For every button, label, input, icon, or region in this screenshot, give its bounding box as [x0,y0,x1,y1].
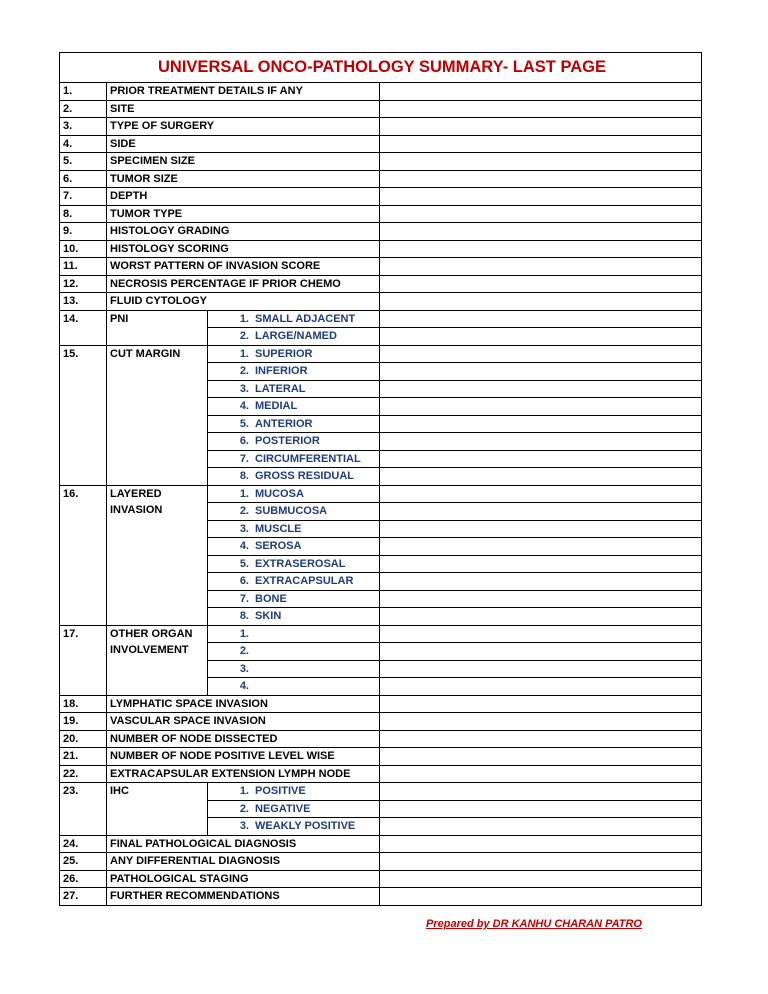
item-label: IHC [107,783,208,836]
sub-option-number: 3. [239,382,249,395]
sub-option-label: LATERAL [255,382,306,395]
answer-field[interactable] [380,503,702,521]
answer-field[interactable] [380,275,702,293]
sub-option-label: POSITIVE [255,785,306,797]
item-label: LAYERED INVASION [107,485,208,625]
item-number: 10. [60,240,107,258]
answer-field[interactable] [380,485,702,503]
answer-field[interactable] [380,258,702,276]
sub-option-label: BONE [255,592,287,605]
answer-field[interactable] [380,713,702,731]
sub-option-label: MUCOSA [255,487,304,500]
sub-option-number: 2. [239,365,249,377]
sub-option-label: EXTRASEROSAL [255,557,346,570]
sub-option [208,503,380,521]
sub-option-number: 1. [239,347,249,360]
sub-option-label: POSTERIOR [255,435,320,447]
answer-field[interactable] [380,888,702,906]
sub-option [208,800,380,818]
item-label: DEPTH [107,188,380,206]
answer-field[interactable] [380,468,702,486]
answer-field[interactable] [380,363,702,381]
sub-option-number: 5. [239,417,249,430]
sub-option-number: 8. [239,470,249,482]
sub-option [208,573,380,591]
table-row [60,835,702,853]
answer-field[interactable] [380,835,702,853]
sub-option [208,643,380,661]
answer-field[interactable] [380,205,702,223]
answer-field[interactable] [380,398,702,416]
sub-option [208,783,380,801]
answer-field[interactable] [380,450,702,468]
answer-field[interactable] [380,538,702,556]
item-label: OTHER ORGAN INVOLVEMENT [107,625,208,695]
table-row [60,310,702,328]
sub-option [208,555,380,573]
answer-field[interactable] [380,310,702,328]
item-label: NUMBER OF NODE DISSECTED [107,730,380,748]
item-label: PATHOLOGICAL STAGING [107,870,380,888]
sub-option-number: 1. [239,627,249,640]
table-row [60,135,702,153]
table-row [60,765,702,783]
answer-field[interactable] [380,608,702,626]
item-label: PRIOR TREATMENT DETAILS IF ANY [107,83,380,101]
item-number: 25. [60,853,107,871]
sub-option-label: GROSS RESIDUAL [255,470,355,482]
item-number: 7. [60,188,107,206]
sub-option-label: SUPERIOR [255,347,313,360]
item-label: VASCULAR SPACE INVASION [107,713,380,731]
item-label: TUMOR SIZE [107,170,380,188]
table-row [60,293,702,311]
sub-option [208,415,380,433]
item-label: HISTOLOGY GRADING [107,223,380,241]
item-number: 17. [60,625,107,695]
sub-option-number: 4. [239,540,249,552]
item-label: ANY DIFFERENTIAL DIAGNOSIS [107,853,380,871]
sub-option-label: SUBMUCOSA [255,505,328,517]
answer-field[interactable] [380,240,702,258]
page-title: UNIVERSAL ONCO-PATHOLOGY SUMMARY- LAST PAGE [60,53,702,83]
item-number: 8. [60,205,107,223]
sub-option-number: 1. [239,312,249,325]
sub-option-label: ANTERIOR [255,417,313,430]
table-row [60,83,702,101]
sub-option-label: SEROSA [255,540,302,552]
sub-option-number: 2. [239,505,249,517]
answer-field[interactable] [380,223,702,241]
answer-field[interactable] [380,328,702,346]
sub-option [208,433,380,451]
sub-option-label: NEGATIVE [255,802,311,815]
sub-option-number: 6. [239,575,249,587]
sub-option-number: 3. [239,820,249,832]
answer-field[interactable] [380,520,702,538]
sub-option-label: CIRCUMFERENTIAL [255,452,361,465]
table-row [60,730,702,748]
answer-field[interactable] [380,765,702,783]
answer-field[interactable] [380,345,702,363]
answer-field[interactable] [380,83,702,101]
sub-option [208,450,380,468]
answer-field[interactable] [380,870,702,888]
item-number: 24. [60,835,107,853]
sub-option [208,328,380,346]
sub-option [208,345,380,363]
answer-field[interactable] [380,748,702,766]
answer-field[interactable] [380,153,702,171]
answer-field[interactable] [380,135,702,153]
sub-option-label: LARGE/NAMED [255,330,337,342]
sub-option [208,678,380,696]
answer-field[interactable] [380,293,702,311]
answer-field[interactable] [380,380,702,398]
answer-field[interactable] [380,433,702,451]
sub-option-number: 6. [239,435,249,447]
item-label: FINAL PATHOLOGICAL DIAGNOSIS [107,835,380,853]
item-label: SPECIMEN SIZE [107,153,380,171]
table-row [60,118,702,136]
item-label: FLUID CYTOLOGY [107,293,380,311]
answer-field[interactable] [380,415,702,433]
item-number: 20. [60,730,107,748]
item-label: LYMPHATIC SPACE INVASION [107,695,380,713]
item-number: 13. [60,293,107,311]
answer-field[interactable] [380,800,702,818]
title-row [60,53,702,83]
sub-option-number: 3. [239,662,249,675]
table-row [60,170,702,188]
item-number: 3. [60,118,107,136]
answer-field[interactable] [380,643,702,661]
table-row [60,485,702,503]
answer-field[interactable] [380,625,702,643]
answer-field[interactable] [380,590,702,608]
sub-option-number: 4. [239,400,249,412]
answer-field[interactable] [380,853,702,871]
item-label: EXTRACAPSULAR EXTENSION LYMPH NODE [107,765,380,783]
table-row [60,748,702,766]
item-number: 14. [60,310,107,345]
item-number: 15. [60,345,107,485]
sub-option-number: 3. [239,522,249,535]
answer-field[interactable] [380,660,702,678]
answer-field[interactable] [380,678,702,696]
sub-option-number: 4. [239,680,249,692]
answer-field[interactable] [380,118,702,136]
item-number: 23. [60,783,107,836]
table-row [60,223,702,241]
pathology-summary-table [59,52,702,906]
sub-option-label: MEDIAL [255,400,298,412]
table-row [60,695,702,713]
sub-option-number: 2. [239,645,249,657]
table-row [60,258,702,276]
answer-field[interactable] [380,573,702,591]
sub-option-label: INFERIOR [255,365,308,377]
sub-option-number: 1. [239,785,249,797]
item-number: 27. [60,888,107,906]
table-row [60,625,702,643]
table-row [60,240,702,258]
sub-option [208,625,380,643]
item-label: CUT MARGIN [107,345,208,485]
sub-option [208,310,380,328]
item-label: SIDE [107,135,380,153]
table-row [60,205,702,223]
table-row [60,713,702,731]
sub-option-number: 7. [239,452,249,465]
table-row [60,275,702,293]
item-number: 12. [60,275,107,293]
sub-option-number: 7. [239,592,249,605]
sub-option [208,485,380,503]
answer-field[interactable] [380,188,702,206]
sub-option [208,398,380,416]
item-number: 2. [60,100,107,118]
sub-option [208,468,380,486]
item-label: FURTHER RECOMMENDATIONS [107,888,380,906]
item-number: 1. [60,83,107,101]
sub-option [208,520,380,538]
sub-option [208,380,380,398]
sub-option-number: 8. [239,610,249,622]
sub-option-number: 2. [239,330,249,342]
table-row [60,153,702,171]
sub-option [208,608,380,626]
item-label: NUMBER OF NODE POSITIVE LEVEL WISE [107,748,380,766]
item-number: 22. [60,765,107,783]
answer-field[interactable] [380,170,702,188]
item-number: 6. [60,170,107,188]
item-number: 21. [60,748,107,766]
item-label: PNI [107,310,208,345]
item-number: 9. [60,223,107,241]
table-row [60,345,702,363]
item-label: SITE [107,100,380,118]
sub-option [208,363,380,381]
sub-option [208,660,380,678]
sub-option-number: 1. [239,487,249,500]
table-row [60,888,702,906]
item-label: TUMOR TYPE [107,205,380,223]
item-label: HISTOLOGY SCORING [107,240,380,258]
answer-field[interactable] [380,783,702,801]
sub-option-label: WEAKLY POSITIVE [255,820,356,832]
answer-field[interactable] [380,818,702,836]
sub-option-label: EXTRACAPSULAR [255,575,354,587]
answer-field[interactable] [380,100,702,118]
answer-field[interactable] [380,555,702,573]
item-label: TYPE OF SURGERY [107,118,380,136]
item-label: WORST PATTERN OF INVASION SCORE [107,258,380,276]
sub-option-label: MUSCLE [255,522,302,535]
item-number: 19. [60,713,107,731]
item-label: NECROSIS PERCENTAGE IF PRIOR CHEMO [107,275,380,293]
prepared-by-credit: Prepared by DR KANHU CHARAN PATRO [426,918,642,930]
answer-field[interactable] [380,695,702,713]
item-number: 11. [60,258,107,276]
sub-option-label: SMALL ADJACENT [255,312,356,325]
item-number: 4. [60,135,107,153]
item-number: 16. [60,485,107,625]
table-row [60,100,702,118]
table-row [60,853,702,871]
answer-field[interactable] [380,730,702,748]
sub-option-number: 5. [239,557,249,570]
sub-option-number: 2. [239,802,249,815]
sub-option-label: SKIN [255,610,282,622]
item-number: 5. [60,153,107,171]
sub-option [208,590,380,608]
sub-option [208,538,380,556]
item-number: 26. [60,870,107,888]
table-row [60,870,702,888]
table-row [60,783,702,801]
sub-option [208,818,380,836]
item-number: 18. [60,695,107,713]
table-row [60,188,702,206]
